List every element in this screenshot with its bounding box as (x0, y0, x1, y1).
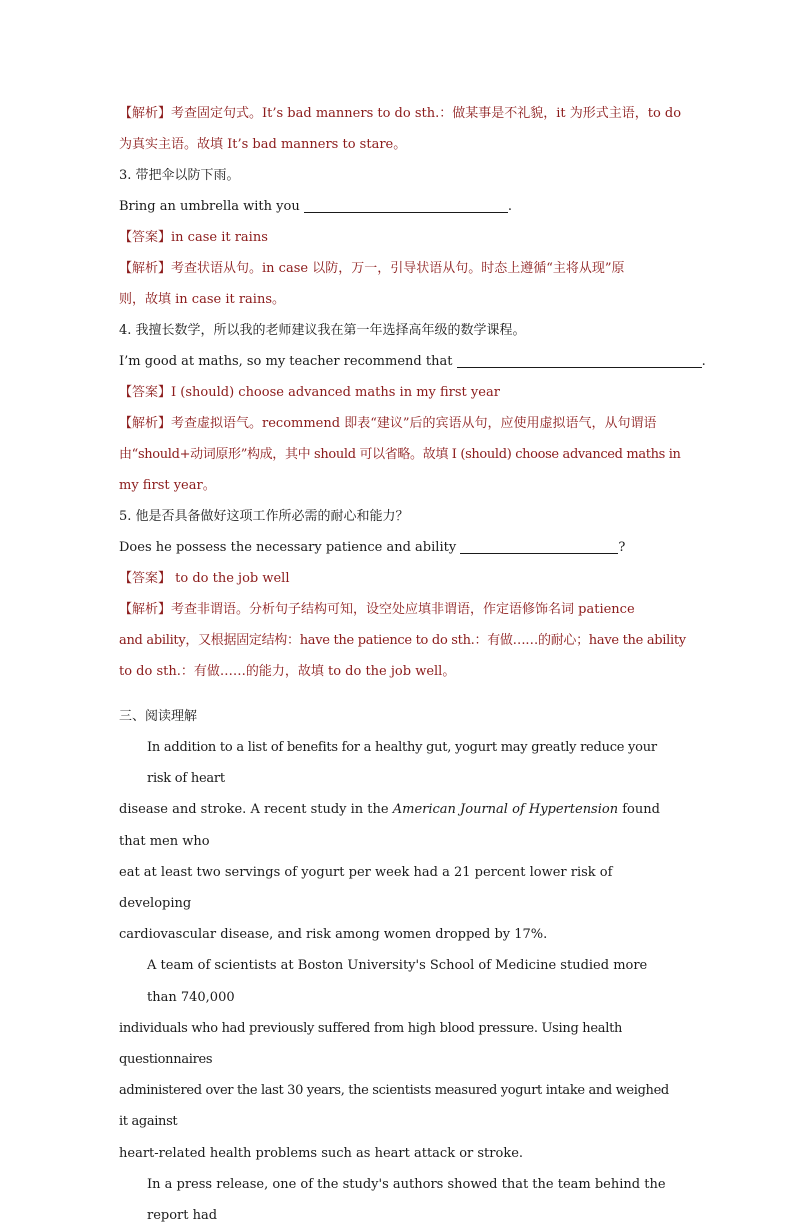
question-5-answer (119, 563, 679, 594)
passage-text: disease and stroke. A recent study in the (119, 802, 393, 818)
analysis-text: my first year。 (119, 478, 216, 493)
analysis-text: 考查状语从句。in case 以防，万一，引导状语从句。时态上遵循“主将从现”原 (171, 261, 625, 276)
question-3-answer (119, 222, 679, 253)
question-3-prompt: 3. 带把伞以防下雨。 (119, 168, 240, 183)
passage-line: individuals who had previously suffered from high blood pressure. Using health questionnaires (119, 1020, 623, 1068)
sentence-end: . (507, 199, 512, 214)
question-3-sentence (119, 191, 679, 222)
answer-text: in case it rains (171, 230, 268, 245)
question-4-analysis (119, 470, 679, 501)
analysis-text: 则，故填 in case it rains。 (119, 292, 286, 307)
analysis-tag: 【解析】 (119, 602, 172, 617)
question-4-analysis (119, 439, 679, 470)
answer-blank[interactable] (457, 353, 702, 368)
question-5-analysis (119, 594, 679, 625)
passage-line: In a press release, one of the study's authors showed that the team behind the report had (147, 1176, 666, 1224)
question-3-analysis (119, 284, 679, 315)
passage-line: cardiovascular disease, and risk among women dropped by 17%. (119, 927, 548, 943)
sentence-end: . (701, 354, 706, 369)
analysis-text: 考查非谓语。分析句子结构可知，设空处应填非谓语，作定语修饰名词 patience (171, 602, 635, 617)
passage-line (119, 794, 679, 856)
answer-blank[interactable] (304, 198, 508, 213)
analysis-text: 考查固定句式。It’s bad manners to do sth.：做某事是不礼貌，it 为形式主语，to do (171, 106, 682, 121)
analysis-tag: 【解析】 (119, 416, 172, 431)
question-4-sentence (119, 346, 706, 377)
question-5-prompt: 5. 他是否具备做好这项工作所必需的耐心和能力？ (119, 509, 409, 524)
question-4-prompt: 4. 我擅长数学，所以我的老师建议我在第一年选择高年级的数学课程。 (119, 323, 526, 338)
analysis-text: and ability，又根据固定结构：have the patience to do sth.：有做……的耐心；have the ability (119, 633, 686, 648)
passage-line: In addition to a list of benefits for a healthy gut, yogurt may greatly reduce your risk of heart (147, 740, 657, 787)
sentence-text: I’m good at maths, so my teacher recommend that (119, 354, 453, 369)
question-5-sentence (119, 532, 679, 563)
sentence-text: Does he possess the necessary patience and ability (119, 540, 457, 555)
section-heading: 三、阅读理解 (119, 709, 198, 724)
passage-line: eat at least two servings of yogurt per week had a 21 percent lower risk of developing (119, 864, 613, 912)
analysis-text: 考查虚拟语气。recommend 即表“建议”后的宾语从句，应使用虚拟语气，从句谓语 (171, 416, 657, 431)
answer-text: to do the job well (171, 571, 290, 586)
analysis-line (119, 129, 679, 160)
analysis-tag: 【解析】 (119, 261, 172, 276)
passage-line: A team of scientists at Boston University's School of Medicine studied more than 740,000 (147, 958, 648, 1005)
answer-blank[interactable] (460, 539, 618, 554)
analysis-text: 由“should+动词原形”构成，其中 should 可以省略。故填 I (should) choose advanced maths in (119, 447, 681, 462)
answer-tag: 【答案】 (119, 230, 172, 245)
passage-line: heart-related health problems such as heart attack or stroke. (119, 1145, 524, 1161)
passage-line: administered over the last 30 years, the scientists measured yogurt intake and weighed it against (119, 1083, 669, 1130)
analysis-line (119, 98, 682, 129)
document-content (119, 98, 706, 1231)
answer-tag: 【答案】 (119, 385, 172, 400)
question-3-analysis (119, 253, 679, 284)
question-5-analysis (119, 625, 686, 656)
question-4-answer (119, 377, 679, 408)
passage-text: found that men who (119, 802, 660, 849)
question-5-analysis (119, 656, 679, 687)
journal-title: American Journal of Hypertension (392, 802, 619, 818)
question-4-analysis (119, 408, 679, 439)
sentence-text: Bring an umbrella with you (119, 199, 300, 214)
answer-tag: 【答案】 (119, 571, 172, 586)
analysis-text: 为真实主语。故填 It’s bad manners to stare。 (119, 137, 407, 152)
sentence-end: ? (618, 540, 626, 555)
analysis-text: to do sth.：有做……的能力，故填 to do the job well。 (119, 664, 456, 679)
analysis-tag: 【解析】 (119, 106, 172, 121)
answer-text: I (should) choose advanced maths in my first year (171, 385, 500, 400)
